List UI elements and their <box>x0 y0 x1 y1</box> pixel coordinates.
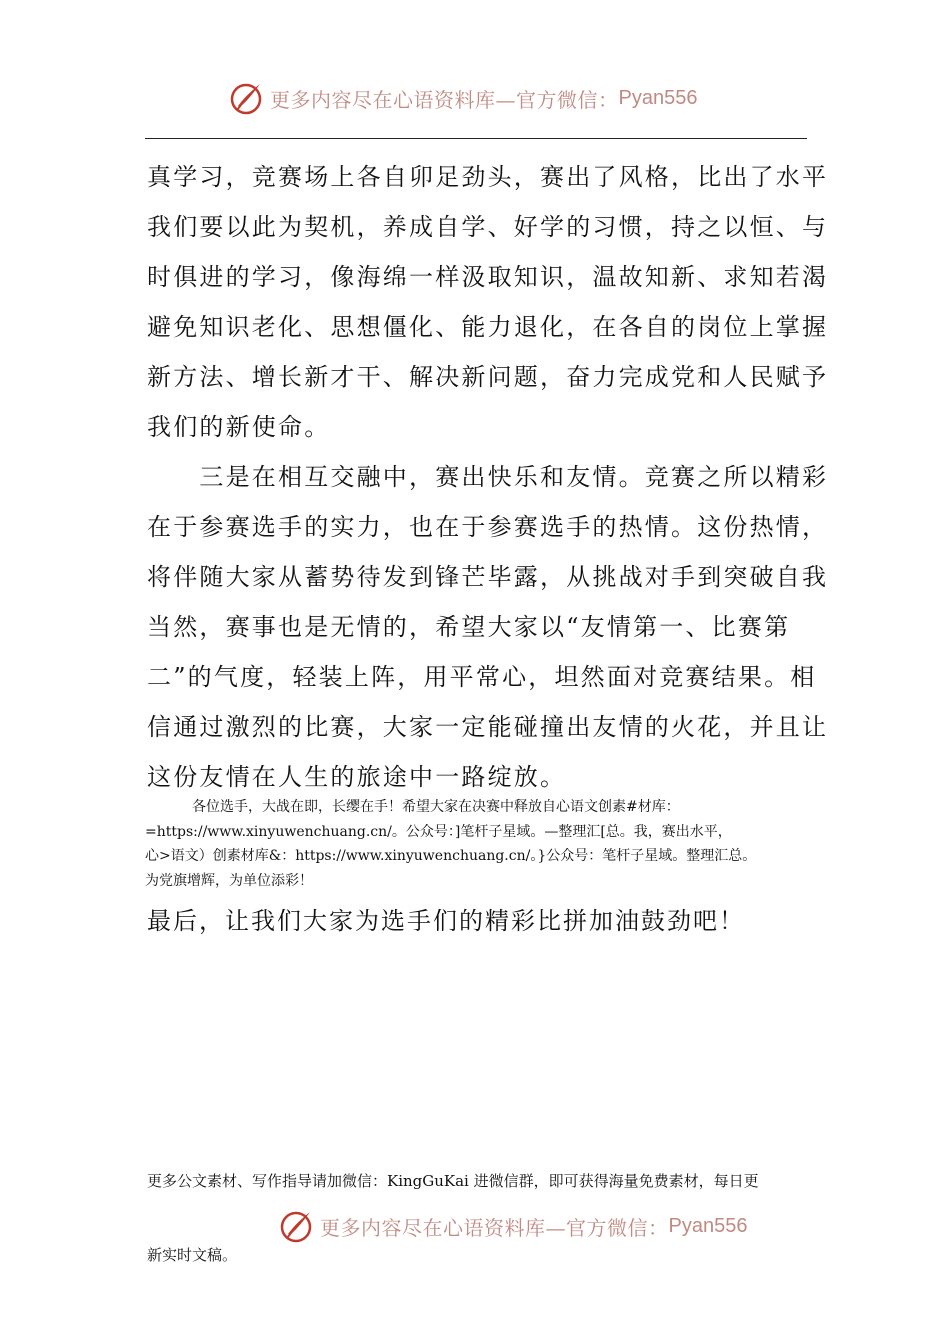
body-line: 我们的新使命。 <box>147 413 331 441</box>
header-divider <box>145 138 807 139</box>
body-line: 避免知识老化、思想僵化、能力退化，在各自的岗位上掌握 <box>147 313 829 341</box>
body-line: 时俱进的学习，像海绵一样汲取知识，温故知新、求知若渴 <box>147 263 829 291</box>
small-line: 为党旗增辉，为单位添彩！ <box>145 872 313 889</box>
body-line: 将伴随大家从蓄势待发到锋芒毕露，从挑战对手到突破自我 <box>147 563 829 591</box>
body-line: 我们要以此为契机，养成自学、好学的习惯，持之以恒、与 <box>147 213 829 241</box>
header-slogan: 更多内容尽在心语资料库—官方微信： <box>270 87 619 112</box>
small-line: =https://www.xinyuwenchuang.cn/。公众号：]笔杆子星域。—整理汇[总。我，赛出水平， <box>145 823 732 840</box>
body-line: 信通过激烈的比赛，大家一定能碰撞出友情的火花，并且让 <box>147 713 829 741</box>
body-line: 真学习，竞赛场上各自卯足劲头，赛出了风格，比出了水平 <box>147 163 829 191</box>
body-line: 新方法、增长新才干、解决新问题，奋力完成党和人民赋予 <box>147 363 829 391</box>
footer-slogan: 更多内容尽在心语资料库—官方微信： <box>320 1215 669 1240</box>
header-brand <box>228 80 697 116</box>
footer-wechat-id: Pyan556 <box>668 1214 748 1237</box>
closing-line: 最后，让我们大家为选手们的精彩比拼加油鼓劲吧！ <box>147 907 745 935</box>
body-line: 二”的气度，轻装上阵，用平常心，坦然面对竞赛结果。相 <box>147 663 817 691</box>
body-line: 这份友情在人生的旅途中一路绽放。 <box>147 763 567 791</box>
footer-text-line1: 更多公文素材、写作指导请加微信：KingGuKai 进微信群，即可获得海量免费素材，每日更 <box>147 1172 759 1190</box>
page-header <box>0 80 950 128</box>
quill-logo-icon <box>228 80 264 116</box>
small-line: 各位选手，大战在即，长缨在手！希望大家在决赛中释放自心语文创素#材库： <box>192 799 680 815</box>
footer-text-line2: 新实时文稿。 <box>147 1246 238 1264</box>
document-body <box>147 152 829 802</box>
body-line: 在于参赛选手的实力，也在于参赛选手的热情。这份热情， <box>147 513 829 541</box>
body-line: 当然，赛事也是无情的，希望大家以“友情第一、比赛第 <box>147 613 791 641</box>
quill-logo-icon <box>278 1208 314 1244</box>
footer-brand <box>278 1208 747 1244</box>
header-wechat-id: Pyan556 <box>618 86 698 109</box>
body-line: 三是在相互交融中，赛出快乐和友情。竞赛之所以精彩 <box>147 463 829 491</box>
small-paragraph <box>145 795 825 893</box>
small-line: 心>语文）创素材库&：https://www.xinyuwenchuang.cn/。}公众号：笔杆子星域。整理汇总。 <box>145 848 757 864</box>
